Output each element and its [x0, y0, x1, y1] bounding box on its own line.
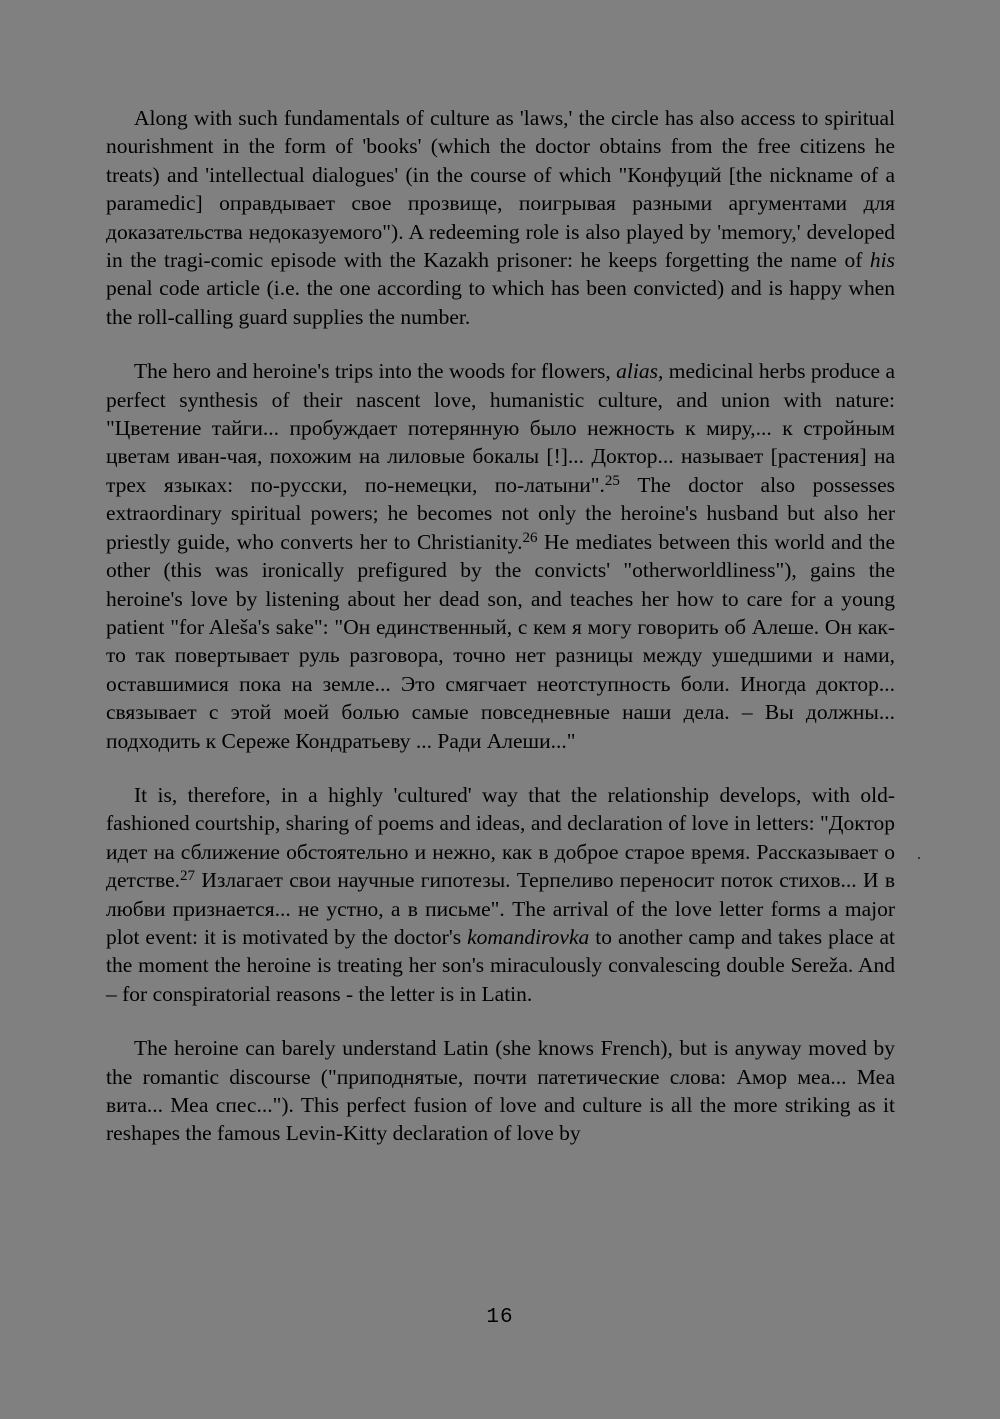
footnote-ref-26: 26 [522, 529, 538, 546]
italic-text: komandirovka [467, 924, 590, 949]
page-number: 16 [486, 1306, 514, 1329]
text-segment: Излагает свои научные гипотезы. Терпеливо переносит поток стихов... И в любви признается... не устно, а в письме". The arrival of the love letter forms a major plot event: it is motivated by the doctor's [106, 868, 895, 949]
text-segment: It is, therefore, in a highly 'cultured' way that the relationship develops, with old-fashioned courtship, sharing of poems and ideas, and declaration of love in letters: "Доктор идет на сближение обстоятельно и нежно, как в доброе старое время. Рассказывает о детстве. [106, 782, 895, 893]
text-segment: The hero and heroine's trips into the woods for flowers, [134, 359, 617, 384]
footnote-ref-25: 25 [604, 472, 620, 489]
text-segment: Along with such fundamentals of culture as 'laws,' the circle has also access to spiritual nourishment in the form of 'books' (which the doctor obtains from the free citizens he treats) and 'intellectual dialogues' (in the course of which "Конфуций [the nickname of a paramedic] оправдывает свое прозвище, поигрывая разными аргументами для доказательства недоказуемого"). A redeeming role is also played by 'memory,' developed in the tragi-comic episode with the Kazakh prisoner: he keeps forgetting the name of [106, 106, 895, 273]
paragraph-1 [106, 104, 895, 331]
italic-text: his [869, 248, 895, 273]
paragraph-3 [106, 781, 895, 1008]
footnote-ref-27: 27 [180, 868, 196, 885]
page-body [106, 104, 895, 1174]
paragraph-4 [106, 1034, 895, 1148]
text-segment: The doctor also possesses extraordinary spiritual powers; he becomes not only the heroine's husband but also her priestly guide, who converts her to Christianity. [106, 472, 895, 554]
text-segment: penal code article (i.e. the one according to which has been convicted) and is happy when the roll-calling guard supplies the number. [106, 276, 895, 329]
scan-speck [918, 857, 920, 859]
text-segment: The heroine can barely understand Latin (she knows French), but is anyway moved by the romantic discourse ("приподнятые, почти патетические слова: Амор меа... Меа вита... Меа спес..."). This perfect fusion of love and culture is all the more striking as it reshapes the famous Levin-Kitty declaration of love by [106, 1036, 895, 1146]
text-segment: medicinal herbs produce a perfect synthesis of their nascent love, humanistic culture, and union with nature: "Цветение тайги... пробуждает потерянную было нежность к миру,... к стройным цветам иван-чая, похожим на лиловые бокалы [!]... Доктор... называет [растения] на трех языках: по-русски, по-немецки, по-латыни". [106, 359, 895, 497]
paragraph-2 [106, 357, 895, 755]
italic-text: alias, [616, 359, 664, 384]
text-segment: to another camp and takes place at the moment the heroine is treating her son's miraculously convalescing double Sereža. And – for conspiratorial reasons - the letter is in Latin. [106, 924, 895, 1006]
text-segment: He mediates between this world and the other (this was ironically prefigured by the convicts' "otherworldliness"), gains the heroine's love by listening about her dead son, and teaches her how to care for a young patient "for Aleša's sake": "Он единственный, с кем я могу говорить об Алеше. Он как-то так повертывает руль разговора, точно нет разницы между ушедшими и нами, оставшимися пока на земле... Это смягчает неотступность боли. Иногда доктор... связывает с этой моей болью самые повседневные наши дела. – Вы должны... подходить к Сереже Кондратьеву ... Ради Алеши..." [106, 529, 895, 753]
